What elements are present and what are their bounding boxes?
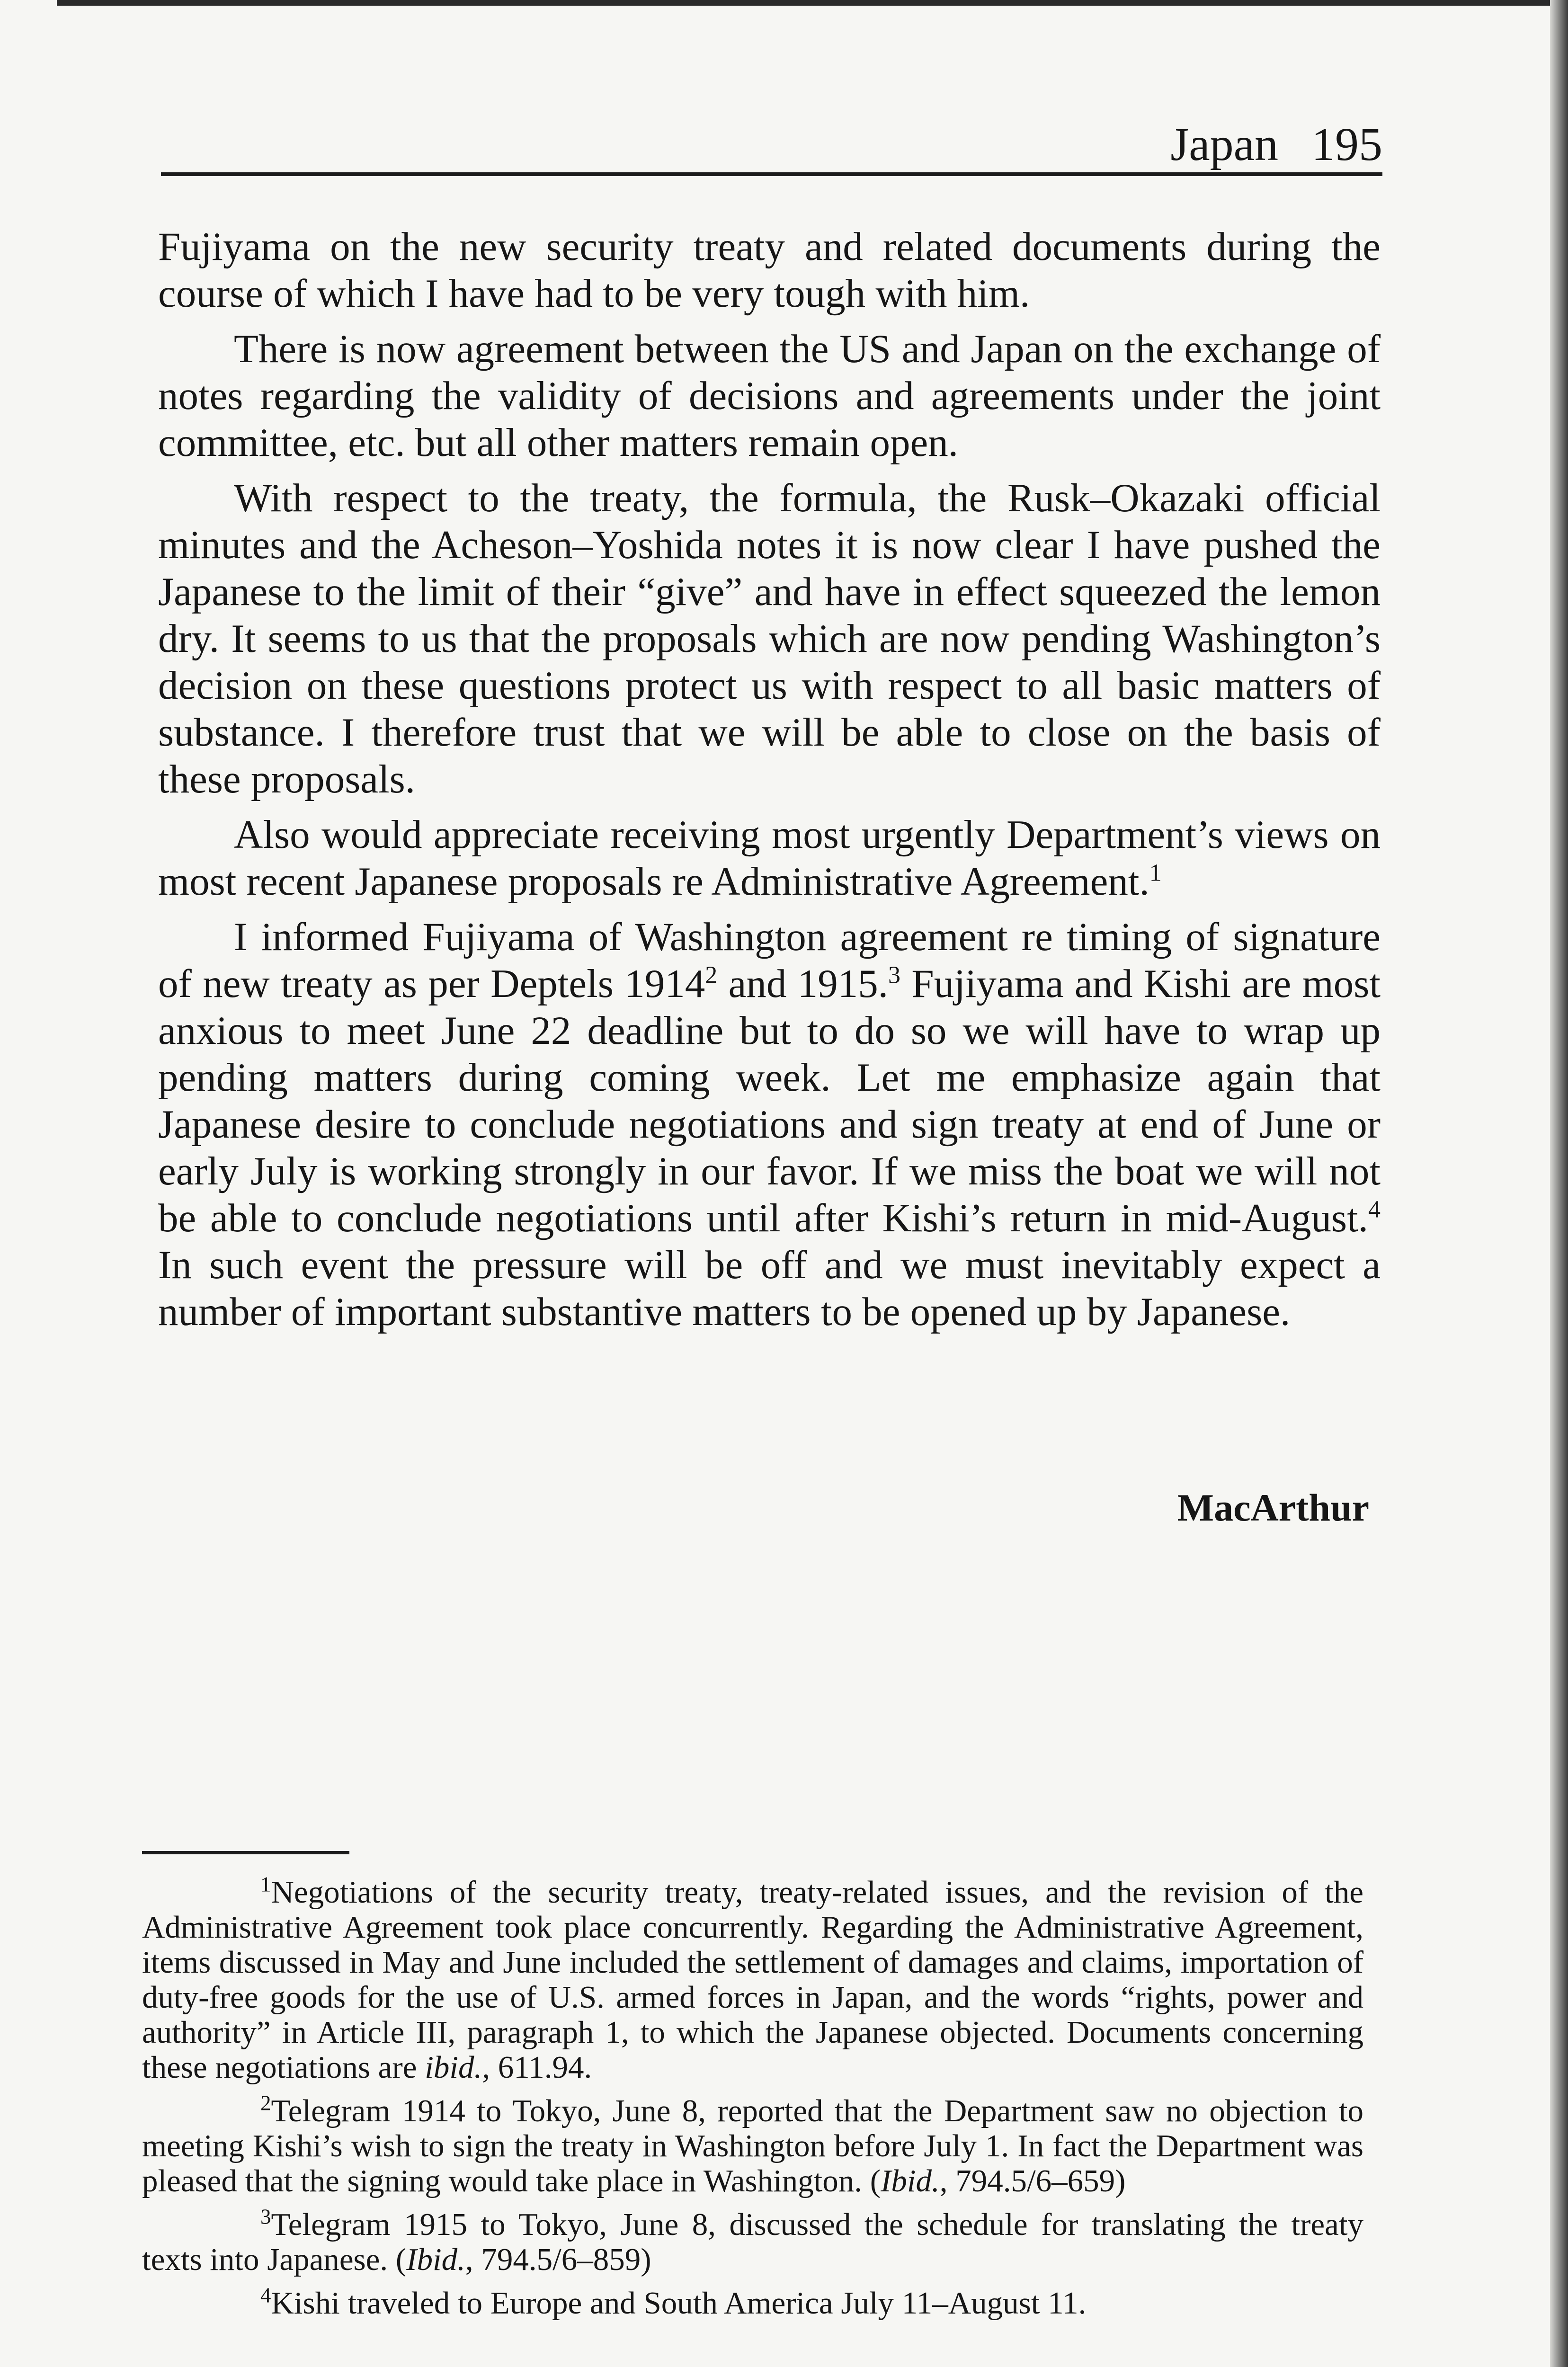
footnote-3 [142,2207,1363,2277]
paragraph-4-text: Also would appreciate receiving most urgently Department’s views on most recent Japanese proposals re Administrative Agreement. [158,812,1381,904]
footnote-3-text: Telegram 1915 to Tokyo, June 8, discussed the schedule for translating the treaty texts into Japanese. ( [142,2207,1363,2277]
page-edge-shadow [1550,0,1568,2367]
page-number: 195 [1311,118,1382,170]
footnote-3-number: 3 [260,2205,271,2229]
footnote-2-number: 2 [260,2091,271,2115]
footnote-1 [142,1872,1363,2085]
running-title: Japan [1170,118,1278,170]
footnote-1-ibid: ibid. [425,2050,482,2085]
running-head [161,118,1382,170]
top-edge-rule [57,0,1568,6]
footnote-ref-2: 2 [705,961,718,989]
paragraph-5-text-b: and 1915. [717,961,888,1006]
footnotes [142,1872,1363,2329]
paragraph-4 [158,811,1381,905]
footnote-1-text: Negotiations of the security treaty, treaty-related issues, and the revision of the Administrative Agreement took place concurrently. Regarding the Administrative Agreement, items discussed in May and June included the settlement of damages and claims, importation of duty-free goods for the use of U.S. armed forces in Japan, and the words “rights, power and authority” in Article III, paragraph 1, to which the Japanese objected. Documents concerning these negotiations are [142,1875,1363,2085]
footnote-4-number: 4 [260,2283,271,2307]
paragraph-3 [158,475,1381,803]
footnote-ref-1: 1 [1149,859,1162,887]
main-text [158,223,1381,1344]
paragraph-2 [158,326,1381,466]
footnote-2-tail: , 794.5/6–659) [939,2163,1126,2198]
paragraph-1 [158,223,1381,317]
footnote-3-ibid: Ibid. [406,2242,465,2277]
footnote-4-text: Kishi traveled to Europe and South America July 11–August 11. [271,2286,1087,2321]
footnote-ref-3: 3 [888,961,900,989]
paragraph-3-text: With respect to the treaty, the formula, the Rusk–Okazaki official minutes and the Acheson–Yoshida notes it is now clear I have pushed the Japanese to the limit of their “give” and have in effect squeezed the lemon dry. It seems to us that the proposals which are now pending Washington’s decision on these questions protect us with respect to all basic matters of substance. I therefore trust that we will be able to close on the basis of these proposals. [158,476,1381,801]
signature: MacArthur [1177,1486,1369,1529]
footnote-4 [142,2283,1363,2321]
footnote-3-tail: , 794.5/6–859) [465,2242,651,2277]
paragraph-5-text-c: Fujiyama and Kishi are most anxious to meet June 22 deadline but to do so we will have to wrap up pending matters during coming week. Let me emphasize again that Japanese desire to conclude negotiations and sign treaty at end of June or early July is working strongly in our favor. If we miss the boat we will not be able to conclude negotiations until after Kishi’s return in mid-August. [158,961,1381,1240]
paragraph-2-text: There is now agreement between the US and Japan on the exchange of notes regarding the validity of decisions and agreements under the joint committee, etc. but all other matters remain open. [158,327,1381,465]
footnote-2-text: Telegram 1914 to Tokyo, June 8, reported that the Department saw no objection to meeting Kishi’s wish to sign the treaty in Washington before July 1. In fact the Department was pleased that the signing would take place in Washington. ( [142,2093,1363,2198]
footnote-2 [142,2093,1363,2198]
footnote-rule [142,1851,349,1854]
paragraph-5 [158,914,1381,1335]
footnote-ref-4: 4 [1368,1196,1381,1223]
paragraph-5-text-d: In such event the pressure will be off and we must inevitably expect a number of important substantive matters to be opened up by Japanese. [158,1243,1381,1334]
paragraph-5-text-a: I informed Fujiyama of Washington agreement re timing of signature of new treaty as per Deptels 1914 [158,915,1381,1006]
footnote-1-tail: , 611.94. [482,2050,592,2085]
header-rule [161,172,1382,176]
footnote-1-number: 1 [260,1872,271,1896]
footnote-2-ibid: Ibid. [881,2163,940,2198]
paragraph-1-text: Fujiyama on the new security treaty and related documents during the course of which I have had to be very tough with him. [158,224,1381,316]
